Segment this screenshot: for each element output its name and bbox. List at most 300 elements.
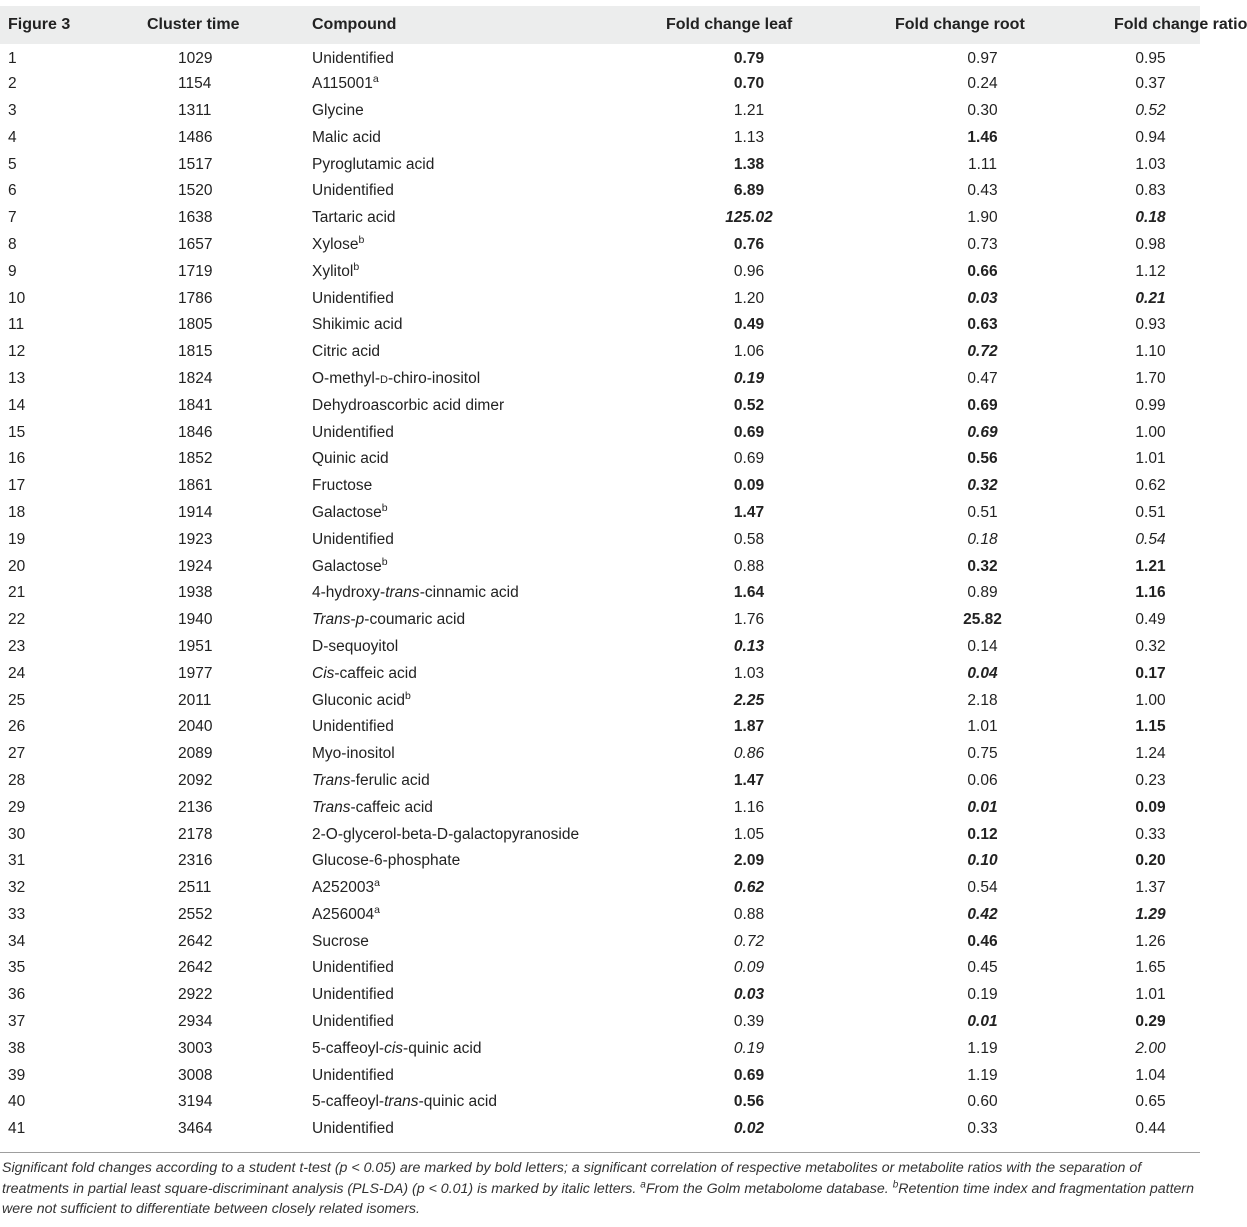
table-row bbox=[0, 419, 1200, 446]
compound-label: Unidentified bbox=[312, 959, 394, 977]
fold-change-root: 0.33 bbox=[967, 1120, 998, 1138]
header-figure: Figure 3 bbox=[8, 16, 71, 33]
fold-change-leaf: 0.88 bbox=[733, 557, 765, 575]
table-row bbox=[0, 553, 1200, 580]
cluster-time: 3194 bbox=[178, 1093, 213, 1111]
table-row bbox=[0, 794, 1200, 821]
fold-change-ratio: 0.95 bbox=[1135, 50, 1166, 68]
fold-change-leaf: 6.89 bbox=[733, 182, 765, 200]
row-number: 12 bbox=[8, 343, 26, 361]
fold-change-leaf: 125.02 bbox=[725, 209, 773, 227]
fold-change-leaf: 1.47 bbox=[733, 771, 765, 789]
table-row bbox=[0, 312, 1200, 339]
fold-change-ratio: 0.51 bbox=[1135, 503, 1166, 521]
table-row bbox=[0, 44, 1200, 71]
fold-change-leaf: 1.87 bbox=[733, 718, 765, 736]
table-row bbox=[0, 848, 1200, 875]
compound-label: Tartaric acid bbox=[312, 209, 396, 227]
fold-change-ratio: 1.01 bbox=[1135, 450, 1166, 468]
compound-label: Fructose bbox=[312, 477, 373, 495]
footnote-a-marker: a bbox=[640, 1178, 646, 1190]
fold-change-ratio: 0.20 bbox=[1135, 852, 1166, 870]
row-number: 8 bbox=[8, 235, 17, 253]
compound-label: Galactose bbox=[312, 557, 382, 575]
fold-change-ratio: 0.98 bbox=[1135, 235, 1166, 253]
fold-change-leaf: 0.62 bbox=[733, 879, 765, 897]
fold-change-leaf: 1.03 bbox=[733, 664, 765, 682]
fold-change-root: 0.69 bbox=[967, 396, 998, 414]
fold-change-leaf: 1.13 bbox=[733, 128, 765, 146]
fold-change-leaf: 1.06 bbox=[733, 343, 765, 361]
fold-change-root: 0.97 bbox=[967, 50, 998, 68]
fold-change-root: 0.46 bbox=[967, 932, 998, 950]
table-row bbox=[0, 634, 1200, 661]
fold-change-root: 0.47 bbox=[967, 369, 998, 387]
compound-name bbox=[312, 848, 634, 875]
row-number: 39 bbox=[8, 1066, 26, 1084]
compound-name: Trans-p-coumaric acid bbox=[312, 611, 466, 629]
table-row bbox=[0, 1089, 1200, 1116]
fold-change-ratio: 1.29 bbox=[1135, 905, 1166, 923]
table-row bbox=[0, 178, 1200, 205]
metabolite-table bbox=[0, 6, 1247, 1143]
fold-change-ratio: 1.70 bbox=[1135, 369, 1166, 387]
compound-label: Quinic acid bbox=[312, 450, 389, 468]
cluster-time: 2316 bbox=[178, 852, 213, 870]
cluster-time: 1154 bbox=[178, 75, 212, 93]
fold-change-leaf: 1.20 bbox=[733, 289, 765, 307]
fold-change-root: 0.72 bbox=[967, 343, 998, 361]
fold-change-root: 0.56 bbox=[967, 450, 998, 468]
cluster-time: 2922 bbox=[178, 986, 213, 1004]
compound-name bbox=[312, 687, 634, 714]
fold-change-leaf: 0.96 bbox=[733, 262, 765, 280]
row-number: 10 bbox=[8, 289, 26, 307]
cluster-time: 1824 bbox=[178, 369, 213, 387]
cluster-time: 1805 bbox=[178, 316, 213, 334]
fold-change-ratio: 0.29 bbox=[1135, 1013, 1166, 1031]
fold-change-root: 0.69 bbox=[967, 423, 998, 441]
fold-change-leaf: 1.47 bbox=[733, 503, 765, 521]
table-row bbox=[0, 687, 1200, 714]
cluster-time: 1977 bbox=[178, 664, 213, 682]
compound-name bbox=[312, 714, 634, 741]
cluster-time: 2011 bbox=[178, 691, 212, 709]
table-row bbox=[0, 526, 1200, 553]
fold-change-leaf: 0.02 bbox=[733, 1120, 765, 1138]
fold-change-ratio: 1.65 bbox=[1135, 959, 1166, 977]
cluster-time: 1719 bbox=[178, 262, 213, 280]
fold-change-leaf: 0.19 bbox=[733, 1039, 765, 1057]
fold-change-leaf: 0.70 bbox=[733, 75, 765, 93]
table-row bbox=[0, 1116, 1200, 1143]
fold-change-ratio: 1.24 bbox=[1135, 745, 1166, 763]
table-row bbox=[0, 875, 1200, 902]
row-number: 13 bbox=[8, 369, 26, 387]
row-number: 20 bbox=[8, 557, 26, 575]
fold-change-root: 0.60 bbox=[967, 1093, 998, 1111]
table-row bbox=[0, 821, 1200, 848]
compound-name bbox=[312, 1009, 634, 1036]
fold-change-root: 0.42 bbox=[967, 905, 998, 923]
fold-change-ratio: 1.15 bbox=[1135, 718, 1166, 736]
compound-label: Malic acid bbox=[312, 128, 381, 146]
compound-label: A252003 bbox=[312, 879, 375, 897]
fold-change-leaf: 0.39 bbox=[733, 1013, 765, 1031]
compound-label: Unidentified bbox=[312, 1013, 394, 1031]
fold-change-ratio: 0.21 bbox=[1135, 289, 1166, 307]
table-row bbox=[0, 902, 1200, 929]
table-row bbox=[0, 714, 1200, 741]
fold-change-ratio: 0.23 bbox=[1135, 771, 1166, 789]
row-number: 11 bbox=[8, 316, 25, 334]
fold-change-leaf: 0.76 bbox=[733, 235, 765, 253]
compound-name bbox=[312, 875, 634, 902]
fold-change-root: 0.43 bbox=[967, 182, 998, 200]
fold-change-leaf: 0.79 bbox=[733, 50, 765, 68]
fold-change-ratio: 0.49 bbox=[1135, 611, 1166, 629]
row-number: 31 bbox=[8, 852, 26, 870]
compound-label: A115001 bbox=[312, 75, 373, 93]
fold-change-ratio: 1.03 bbox=[1135, 155, 1166, 173]
compound-name bbox=[312, 526, 634, 553]
row-number: 15 bbox=[8, 423, 26, 441]
compound-label: Unidentified bbox=[312, 182, 394, 200]
compound-name bbox=[312, 285, 634, 312]
fold-change-root: 0.66 bbox=[967, 262, 998, 280]
cluster-time: 2552 bbox=[178, 905, 213, 923]
compound-label: Unidentified bbox=[312, 423, 394, 441]
fold-change-ratio: 0.37 bbox=[1135, 75, 1166, 93]
cluster-time: 2642 bbox=[178, 959, 213, 977]
compound-name bbox=[312, 339, 634, 366]
cluster-time: 1852 bbox=[178, 450, 213, 468]
compound-name bbox=[312, 178, 634, 205]
fold-change-leaf: 0.69 bbox=[733, 450, 765, 468]
compound-label: Citric acid bbox=[312, 343, 381, 361]
compound-footnote-marker: b bbox=[353, 260, 360, 273]
compound-name bbox=[312, 258, 634, 285]
fold-change-root: 0.75 bbox=[967, 745, 998, 763]
cluster-time: 1940 bbox=[178, 611, 213, 629]
compound-name bbox=[312, 982, 634, 1009]
table-row bbox=[0, 982, 1200, 1009]
fold-change-leaf: 0.69 bbox=[733, 423, 765, 441]
fold-change-leaf: 0.03 bbox=[733, 986, 765, 1004]
compound-name bbox=[312, 392, 634, 419]
row-number: 30 bbox=[8, 825, 26, 843]
compound-label: Unidentified bbox=[312, 50, 394, 68]
fold-change-root: 0.03 bbox=[967, 289, 998, 307]
fold-change-root: 0.24 bbox=[967, 75, 998, 93]
table-row bbox=[0, 500, 1200, 527]
compound-name: 5-caffeoyl-cis-quinic acid bbox=[312, 1039, 482, 1057]
compound-footnote-marker: b bbox=[405, 689, 411, 702]
row-number: 1 bbox=[8, 50, 17, 68]
fold-change-ratio: 2.00 bbox=[1135, 1039, 1166, 1057]
cluster-time: 2089 bbox=[178, 745, 213, 763]
table-row bbox=[0, 1035, 1200, 1062]
fold-change-leaf: 1.38 bbox=[733, 155, 765, 173]
cluster-time: 1486 bbox=[178, 128, 213, 146]
cluster-time: 1923 bbox=[178, 530, 213, 548]
fold-change-ratio: 0.18 bbox=[1135, 209, 1166, 227]
row-number: 25 bbox=[8, 691, 26, 709]
row-number: 36 bbox=[8, 986, 26, 1004]
fold-change-ratio: 1.10 bbox=[1135, 343, 1166, 361]
table-row bbox=[0, 285, 1200, 312]
table-header bbox=[0, 6, 1247, 44]
compound-footnote-marker: b bbox=[381, 501, 388, 514]
cluster-time: 1786 bbox=[178, 289, 213, 307]
fold-change-root: 0.89 bbox=[967, 584, 998, 602]
fold-change-ratio: 1.00 bbox=[1135, 691, 1166, 709]
row-number: 4 bbox=[8, 128, 17, 146]
row-number: 29 bbox=[8, 798, 26, 816]
compound-footnote-marker: b bbox=[381, 555, 388, 568]
row-number: 22 bbox=[8, 611, 26, 629]
compound-label: Dehydroascorbic acid dimer bbox=[312, 396, 505, 414]
row-number: 19 bbox=[8, 530, 26, 548]
cluster-time: 2092 bbox=[178, 771, 213, 789]
cluster-time: 1861 bbox=[178, 477, 213, 495]
compound-name bbox=[312, 124, 634, 151]
fold-change-ratio: 0.99 bbox=[1135, 396, 1166, 414]
cluster-time: 3003 bbox=[178, 1039, 213, 1057]
fold-change-leaf: 1.21 bbox=[733, 101, 765, 119]
fold-change-leaf: 0.72 bbox=[733, 932, 765, 950]
compound-name: 4-hydroxy-trans-cinnamic acid bbox=[312, 584, 519, 602]
compound-name bbox=[312, 44, 634, 71]
fold-change-ratio: 1.37 bbox=[1135, 879, 1166, 897]
fold-change-root: 0.32 bbox=[967, 557, 998, 575]
compound-name bbox=[312, 955, 634, 982]
compound-name bbox=[312, 232, 634, 259]
fold-change-leaf: 2.09 bbox=[733, 852, 765, 870]
fold-change-root: 1.90 bbox=[967, 209, 998, 227]
compound-name bbox=[312, 741, 634, 768]
compound-name bbox=[312, 98, 634, 125]
table-row bbox=[0, 71, 1200, 98]
cluster-time: 3464 bbox=[178, 1120, 213, 1138]
fold-change-leaf: 1.64 bbox=[733, 584, 765, 602]
compound-name bbox=[312, 446, 634, 473]
fold-change-ratio: 0.32 bbox=[1135, 637, 1166, 655]
fold-change-ratio: 1.00 bbox=[1135, 423, 1166, 441]
compound-name bbox=[312, 634, 634, 661]
fold-change-leaf: 0.58 bbox=[733, 530, 765, 548]
cluster-time: 2642 bbox=[178, 932, 213, 950]
fold-change-ratio: 0.44 bbox=[1135, 1120, 1166, 1138]
cluster-time: 1657 bbox=[178, 235, 213, 253]
cluster-time: 1951 bbox=[178, 637, 213, 655]
compound-label: Xylose bbox=[312, 235, 359, 253]
fold-change-root: 25.82 bbox=[963, 611, 1002, 629]
cluster-time: 1815 bbox=[178, 343, 213, 361]
fold-change-ratio: 0.65 bbox=[1135, 1093, 1166, 1111]
fold-change-ratio: 0.54 bbox=[1135, 530, 1166, 548]
compound-label: A256004 bbox=[312, 905, 375, 923]
fold-change-ratio: 1.12 bbox=[1135, 262, 1166, 280]
fold-change-ratio: 0.83 bbox=[1135, 182, 1166, 200]
fold-change-ratio: 0.93 bbox=[1135, 316, 1166, 334]
cluster-time: 1311 bbox=[178, 101, 212, 119]
fold-change-root: 0.04 bbox=[967, 664, 998, 682]
fold-change-leaf: 0.09 bbox=[733, 477, 765, 495]
row-number: 38 bbox=[8, 1039, 26, 1057]
fold-change-ratio: 0.62 bbox=[1135, 477, 1166, 495]
table-footnote bbox=[2, 1158, 1198, 1220]
cluster-time: 1841 bbox=[178, 396, 213, 414]
table-row bbox=[0, 258, 1200, 285]
fold-change-leaf: 0.52 bbox=[733, 396, 765, 414]
row-number: 37 bbox=[8, 1013, 26, 1031]
fold-change-ratio: 0.17 bbox=[1135, 664, 1166, 682]
fold-change-root: 0.12 bbox=[967, 825, 998, 843]
compound-label: Unidentified bbox=[312, 1066, 394, 1084]
compound-label: 2-O-glycerol-beta-D-galactopyranoside bbox=[312, 825, 580, 843]
footnote-b-text: Retention time index and fragmentation pattern were not sufficient to differentiate between closely related isomers. bbox=[2, 1180, 1195, 1217]
footnote-main: Significant fold changes according to a student t-test (p < 0.05) are marked by bold letters; a significant correlation of respective metabolites or metabolite ratios with the separation of treatments in partial least square-discriminant analysis (PLS-DA) (p < 0.01) is marked by italic letters. bbox=[2, 1160, 1142, 1197]
row-number: 9 bbox=[8, 262, 17, 280]
fold-change-root: 0.54 bbox=[967, 879, 998, 897]
row-number: 34 bbox=[8, 932, 26, 950]
compound-label: Unidentified bbox=[312, 1120, 394, 1138]
fold-change-ratio: 0.09 bbox=[1135, 798, 1166, 816]
compound-label: Glucose-6-phosphate bbox=[312, 852, 461, 870]
row-number: 27 bbox=[8, 745, 26, 763]
row-number: 3 bbox=[8, 101, 17, 119]
row-number: 2 bbox=[8, 75, 17, 93]
compound-name bbox=[312, 902, 634, 929]
compound-name: Trans-ferulic acid bbox=[312, 771, 430, 789]
fold-change-ratio: 1.16 bbox=[1135, 584, 1166, 602]
fold-change-ratio: 1.26 bbox=[1135, 932, 1166, 950]
cluster-time: 1638 bbox=[178, 209, 213, 227]
cluster-time: 2136 bbox=[178, 798, 213, 816]
fold-change-leaf: 1.05 bbox=[733, 825, 765, 843]
table-row bbox=[0, 124, 1200, 151]
row-number: 35 bbox=[8, 959, 26, 977]
compound-name bbox=[312, 1116, 634, 1143]
cluster-time: 1517 bbox=[178, 155, 213, 173]
row-number: 41 bbox=[8, 1120, 26, 1138]
table-row bbox=[0, 205, 1200, 232]
fold-change-root: 0.01 bbox=[967, 798, 998, 816]
compound-name bbox=[312, 312, 634, 339]
cluster-time: 1029 bbox=[178, 50, 213, 68]
fold-change-ratio: 1.04 bbox=[1135, 1066, 1166, 1084]
fold-change-root: 0.14 bbox=[967, 637, 998, 655]
compound-label: Sucrose bbox=[312, 932, 369, 950]
header-compound: Compound bbox=[312, 16, 397, 33]
cluster-time: 1520 bbox=[178, 182, 213, 200]
fold-change-root: 0.63 bbox=[967, 316, 998, 334]
fold-change-root: 0.45 bbox=[967, 959, 998, 977]
table-bottom-rule bbox=[0, 1152, 1200, 1153]
table-row bbox=[0, 366, 1200, 393]
compound-name bbox=[312, 71, 634, 98]
row-number: 33 bbox=[8, 905, 26, 923]
fold-change-root: 0.32 bbox=[967, 477, 998, 495]
compound-footnote-marker: b bbox=[358, 233, 365, 246]
fold-change-ratio: 1.21 bbox=[1135, 557, 1166, 575]
fold-change-root: 2.18 bbox=[967, 691, 998, 709]
table-row bbox=[0, 473, 1200, 500]
compound-name: O-methyl-d-chiro-inositol bbox=[312, 369, 481, 387]
table-row bbox=[0, 580, 1200, 607]
compound-label: Unidentified bbox=[312, 530, 394, 548]
fold-change-root: 0.18 bbox=[967, 530, 998, 548]
fold-change-ratio: 0.33 bbox=[1135, 825, 1166, 843]
fold-change-root: 0.73 bbox=[967, 235, 998, 253]
table-row bbox=[0, 1009, 1200, 1036]
table-row bbox=[0, 955, 1200, 982]
cluster-time: 2511 bbox=[178, 879, 212, 897]
table-row bbox=[0, 339, 1200, 366]
cluster-time: 1914 bbox=[178, 503, 213, 521]
fold-change-leaf: 0.88 bbox=[733, 905, 765, 923]
fold-change-leaf: 0.13 bbox=[733, 637, 765, 655]
header-fold-change-ratio: Fold change ratio bbox=[1114, 16, 1247, 33]
compound-name bbox=[312, 151, 634, 178]
compound-name bbox=[312, 473, 634, 500]
fold-change-ratio: 0.94 bbox=[1135, 128, 1166, 146]
table-body bbox=[0, 44, 1200, 1143]
fold-change-root: 0.10 bbox=[967, 852, 998, 870]
compound-footnote-marker: a bbox=[374, 876, 380, 889]
row-number: 14 bbox=[8, 396, 26, 414]
table-row bbox=[0, 768, 1200, 795]
compound-name bbox=[312, 500, 634, 527]
compound-label: Unidentified bbox=[312, 718, 394, 736]
cluster-time: 2040 bbox=[178, 718, 213, 736]
compound-name: Trans-caffeic acid bbox=[312, 798, 433, 816]
header-fold-change-leaf: Fold change leaf bbox=[666, 16, 793, 33]
row-number: 23 bbox=[8, 637, 26, 655]
row-number: 7 bbox=[8, 209, 17, 227]
compound-label: Xylitol bbox=[312, 262, 354, 280]
compound-name: 5-caffeoyl-trans-quinic acid bbox=[312, 1093, 497, 1111]
compound-name bbox=[312, 1062, 634, 1089]
row-number: 16 bbox=[8, 450, 26, 468]
row-number: 40 bbox=[8, 1093, 26, 1111]
fold-change-leaf: 2.25 bbox=[733, 691, 765, 709]
table-row bbox=[0, 741, 1200, 768]
row-number: 6 bbox=[8, 182, 17, 200]
compound-name bbox=[312, 928, 634, 955]
cluster-time: 1938 bbox=[178, 584, 213, 602]
table-row bbox=[0, 1062, 1200, 1089]
fold-change-leaf: 0.19 bbox=[733, 369, 765, 387]
table-row bbox=[0, 607, 1200, 634]
fold-change-root: 0.51 bbox=[967, 503, 998, 521]
fold-change-ratio: 1.01 bbox=[1135, 986, 1166, 1004]
compound-name: Cis-caffeic acid bbox=[312, 664, 417, 682]
fold-change-leaf: 0.86 bbox=[733, 745, 765, 763]
compound-name bbox=[312, 821, 634, 848]
fold-change-root: 1.19 bbox=[967, 1066, 998, 1084]
table-row bbox=[0, 392, 1200, 419]
compound-footnote-marker: a bbox=[372, 73, 379, 86]
cluster-time: 2178 bbox=[178, 825, 213, 843]
compound-label: Gluconic acid bbox=[312, 691, 406, 709]
cluster-time: 1924 bbox=[178, 557, 213, 575]
row-number: 32 bbox=[8, 879, 26, 897]
fold-change-root: 0.06 bbox=[967, 771, 998, 789]
fold-change-root: 1.01 bbox=[967, 718, 998, 736]
table-row bbox=[0, 98, 1200, 125]
